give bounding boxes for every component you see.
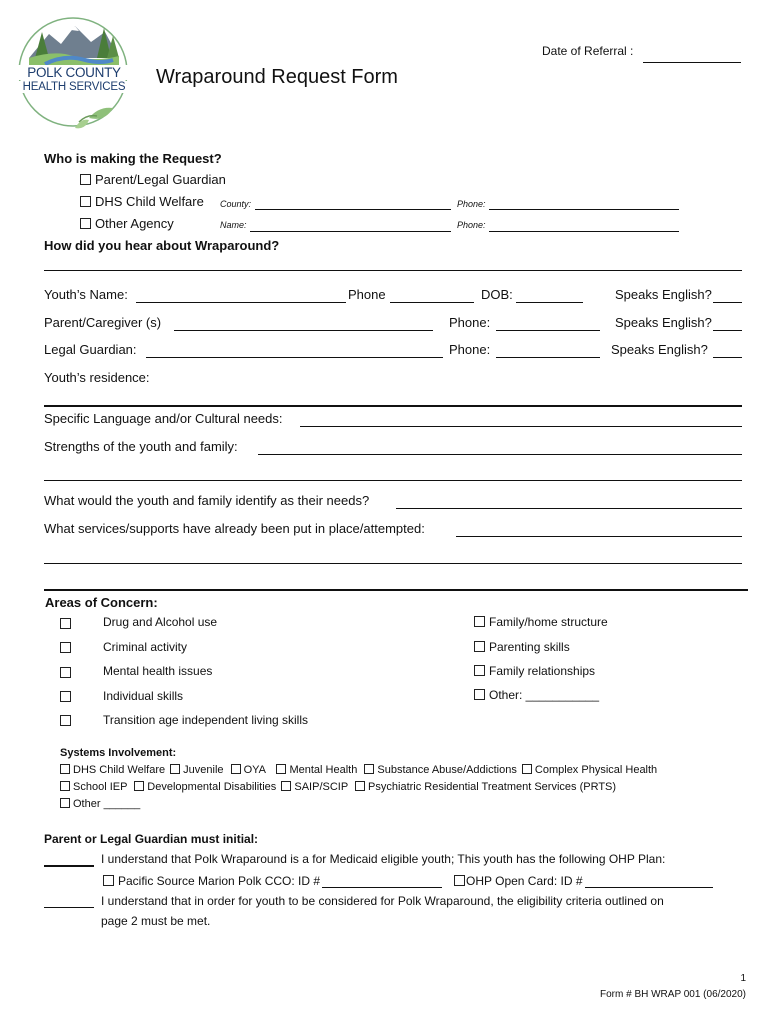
concern-left-3[interactable]: [60, 688, 75, 706]
county-label: County:: [220, 199, 252, 209]
system-mental-health-label: Mental Health: [289, 764, 358, 776]
checkbox-icon[interactable]: [474, 665, 485, 676]
system-dev-disabilities[interactable]: [134, 781, 276, 793]
dob-label: DOB:: [481, 287, 513, 302]
requester-heading: Who is making the Request?: [44, 151, 222, 166]
services-field-2[interactable]: [44, 563, 742, 564]
strengths-label: Strengths of the youth and family:: [44, 439, 238, 454]
initials-heading: Parent or Legal Guardian must initial:: [44, 832, 259, 846]
parent-phone-field[interactable]: [496, 330, 600, 331]
checkbox-icon[interactable]: [60, 691, 71, 702]
system-dhs[interactable]: [60, 764, 165, 776]
system-prts-label: Psychiatric Residential Treatment Services (PRTS): [368, 781, 617, 793]
concern-left-4[interactable]: [60, 712, 75, 730]
legal-guardian-field[interactable]: [146, 357, 443, 358]
pacific-source-option[interactable]: [103, 874, 320, 888]
concern-left-4-label: Transition age independent living skills: [103, 713, 309, 727]
option-parent-guardian-label: Parent/Legal Guardian: [95, 172, 226, 187]
concern-left-2-label: Mental health issues: [103, 664, 213, 678]
dhs-phone-label: Phone:: [457, 199, 486, 209]
polk-county-logo: [15, 10, 133, 135]
checkbox-icon[interactable]: [474, 641, 485, 652]
checkbox-icon[interactable]: [170, 764, 180, 774]
guardian-speaks-english-label: Speaks English?: [611, 342, 708, 357]
concern-left-0[interactable]: [60, 615, 75, 633]
concern-left-0-label: Drug and Alcohol use: [103, 615, 218, 629]
concern-right-2[interactable]: [474, 664, 595, 678]
concern-right-3[interactable]: [474, 688, 599, 702]
page-title: Wraparound Request Form: [156, 66, 398, 88]
pacific-source-label: Pacific Source Marion Polk CCO: ID #: [118, 874, 321, 888]
parent-speaks-english-label: Speaks English?: [615, 315, 712, 330]
checkbox-icon[interactable]: [60, 715, 71, 726]
systems-row-2: [60, 781, 616, 793]
ohp-open-card-option[interactable]: [454, 874, 583, 888]
needs-label: What would the youth and family identify as their needs?: [44, 493, 370, 508]
services-field[interactable]: [456, 536, 742, 537]
initial-statement-2-line2: page 2 must be met.: [101, 914, 211, 928]
youth-phone-field[interactable]: [390, 302, 474, 303]
checkbox-icon[interactable]: [134, 781, 144, 791]
checkbox-icon[interactable]: [474, 616, 485, 627]
system-saip[interactable]: [281, 781, 348, 793]
checkbox-icon[interactable]: [80, 196, 91, 207]
concern-right-3-label: Other: ___________: [489, 688, 600, 702]
parent-phone-label: Phone:: [449, 315, 491, 330]
initial-field-2[interactable]: [44, 907, 94, 908]
checkbox-icon[interactable]: [80, 174, 91, 185]
parent-speaks-english-field[interactable]: [713, 330, 742, 331]
checkbox-icon[interactable]: [60, 667, 71, 678]
system-juvenile-label: Juvenile: [183, 764, 224, 776]
checkbox-icon[interactable]: [103, 875, 114, 886]
concern-right-0-label: Family/home structure: [489, 615, 608, 629]
checkbox-icon[interactable]: [60, 764, 70, 774]
agency-phone-field[interactable]: [489, 231, 679, 232]
system-dev-disabilities-label: Developmental Disabilities: [147, 781, 277, 793]
language-needs-field[interactable]: [300, 426, 742, 427]
ohp-open-card-id-field[interactable]: [585, 887, 713, 888]
agency-name-label: Name:: [220, 220, 247, 230]
systems-heading: Systems Involvement:: [60, 747, 177, 759]
hear-heading: How did you hear about Wraparound?: [44, 238, 280, 253]
section-divider: [44, 589, 748, 591]
initial-statement-2-line1: I understand that in order for youth to be considered for Polk Wraparound, the eligibility criteria outlined on: [101, 894, 664, 908]
checkbox-icon[interactable]: [522, 764, 532, 774]
system-substance-abuse[interactable]: [364, 764, 516, 776]
initial-field-1[interactable]: [44, 865, 94, 867]
language-needs-label: Specific Language and/or Cultural needs:: [44, 411, 283, 426]
concern-left-3-label: Individual skills: [103, 689, 184, 703]
checkbox-icon[interactable]: [474, 689, 485, 700]
concern-right-2-label: Family relationships: [489, 664, 596, 678]
youth-speaks-english-field[interactable]: [713, 302, 742, 303]
logo-line1: POLK COUNTY: [15, 65, 133, 80]
system-prts[interactable]: [355, 781, 616, 793]
checkbox-icon[interactable]: [60, 618, 71, 629]
guardian-phone-field[interactable]: [496, 357, 600, 358]
concern-left-2[interactable]: [60, 664, 75, 682]
checkbox-icon[interactable]: [60, 781, 70, 791]
date-of-referral-field[interactable]: [643, 62, 741, 63]
dob-field[interactable]: [516, 302, 583, 303]
concern-right-0[interactable]: [474, 615, 608, 629]
concerns-heading: Areas of Concern:: [45, 595, 158, 610]
concern-right-1-label: Parenting skills: [489, 640, 570, 654]
youth-name-field[interactable]: [136, 302, 346, 303]
legal-guardian-label: Legal Guardian:: [44, 342, 137, 357]
youth-speaks-english-label: Speaks English?: [615, 287, 712, 302]
county-field[interactable]: [255, 209, 451, 210]
checkbox-icon[interactable]: [60, 642, 71, 653]
system-juvenile[interactable]: [170, 764, 223, 776]
system-other[interactable]: [60, 798, 140, 810]
checkbox-icon[interactable]: [281, 781, 291, 791]
checkbox-icon[interactable]: [60, 798, 70, 808]
option-other-agency-label: Other Agency: [95, 216, 174, 231]
checkbox-icon[interactable]: [355, 781, 365, 791]
form-id: Form # BH WRAP 001 (06/2020): [600, 989, 746, 1000]
system-mental-health[interactable]: [276, 764, 357, 776]
needs-field[interactable]: [396, 508, 742, 509]
system-saip-label: SAIP/SCIP: [294, 781, 348, 793]
guardian-speaks-english-field[interactable]: [713, 357, 742, 358]
strengths-field[interactable]: [258, 454, 742, 455]
page-number: 1: [740, 973, 746, 984]
option-dhs-child-welfare[interactable]: [80, 194, 204, 209]
initial-statement-1: I understand that Polk Wraparound is a for Medicaid eligible youth; This youth has the following OHP Plan:: [101, 852, 666, 866]
youth-name-label: Youth’s Name:: [44, 287, 128, 302]
parent-caregiver-label: Parent/Caregiver (s): [44, 315, 162, 330]
checkbox-icon[interactable]: [231, 764, 241, 774]
concern-left-1-label: Criminal activity: [103, 640, 188, 654]
system-school-iep-label: School IEP: [73, 781, 128, 793]
dhs-phone-field[interactable]: [489, 209, 679, 210]
system-dhs-label: DHS Child Welfare: [73, 764, 166, 776]
ohp-open-card-label: OHP Open Card: ID #: [466, 874, 583, 888]
system-complex-physical[interactable]: [522, 764, 657, 776]
checkbox-icon[interactable]: [276, 764, 286, 774]
system-substance-abuse-label: Substance Abuse/Addictions: [377, 764, 517, 776]
option-dhs-label: DHS Child Welfare: [95, 194, 204, 209]
hear-answer-field[interactable]: [44, 270, 742, 271]
option-other-agency[interactable]: [80, 216, 174, 231]
youth-phone-label: Phone: [348, 287, 386, 302]
strengths-field-2[interactable]: [44, 480, 742, 481]
systems-row-1: [60, 764, 657, 776]
option-parent-guardian[interactable]: [80, 172, 226, 187]
system-oya[interactable]: [231, 764, 266, 776]
concern-right-1[interactable]: [474, 640, 570, 654]
system-school-iep[interactable]: [60, 781, 127, 793]
checkbox-icon[interactable]: [80, 218, 91, 229]
parent-caregiver-field[interactable]: [174, 330, 433, 331]
system-other-label: Other ______: [73, 798, 141, 810]
agency-name-field[interactable]: [250, 231, 451, 232]
services-label: What services/supports have already been put in place/attempted:: [44, 521, 425, 536]
youth-residence-field[interactable]: [44, 405, 742, 407]
checkbox-icon[interactable]: [364, 764, 374, 774]
guardian-phone-label: Phone:: [449, 342, 491, 357]
logo-line2: HEALTH SERVICES: [15, 81, 133, 93]
system-oya-label: OYA: [243, 764, 266, 776]
date-of-referral-label: Date of Referral :: [542, 44, 634, 58]
pacific-source-id-field[interactable]: [322, 887, 442, 888]
concern-left-1[interactable]: [60, 639, 75, 657]
agency-phone-label: Phone:: [457, 220, 486, 230]
systems-row-3: [60, 798, 140, 810]
checkbox-icon[interactable]: [454, 875, 465, 886]
system-complex-physical-label: Complex Physical Health: [534, 764, 658, 776]
youth-residence-label: Youth’s residence:: [44, 370, 150, 385]
